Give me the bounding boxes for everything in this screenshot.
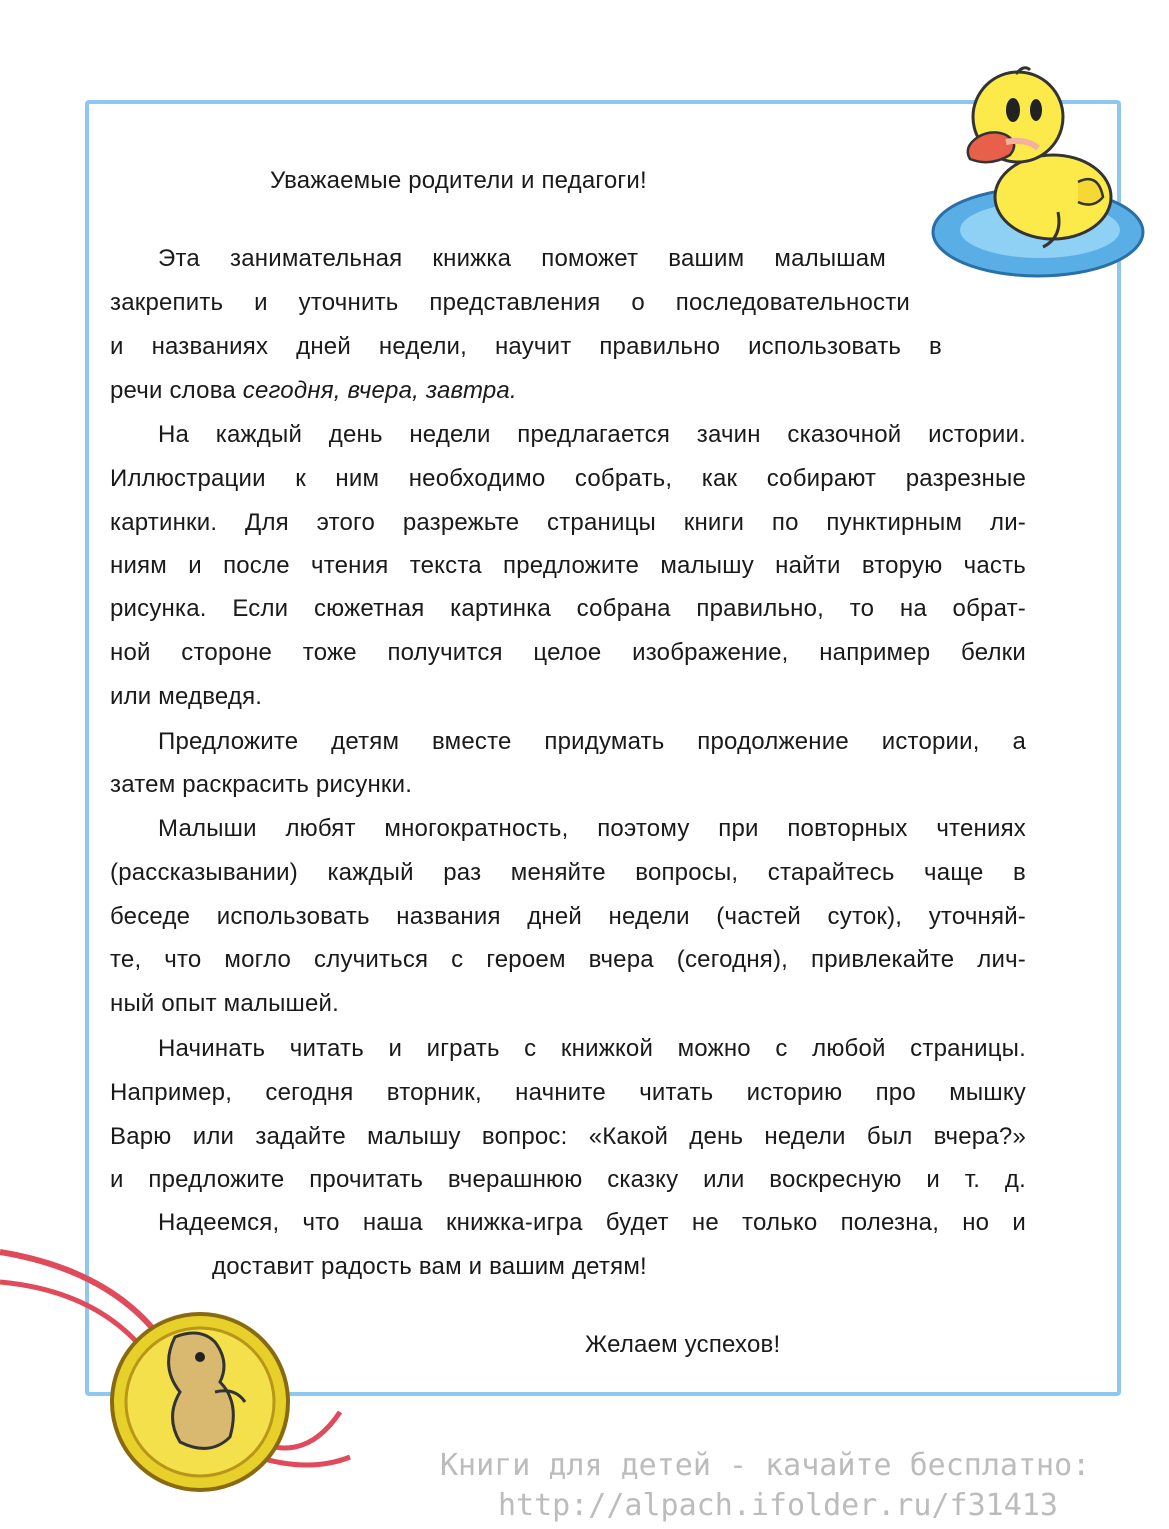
paragraph-2-line-3: картинки. Для этого разрежьте страницы книги по пунктирным ли- [110,509,1026,536]
paragraph-2-line-4: ниям и после чтения текста предложите малышу найти вторую часть [110,552,1026,579]
greeting-heading: Уважаемые родители и педагоги! [270,167,647,194]
duck-illustration [918,62,1148,282]
paragraph-4-line-3: беседе использовать названия дней недели (частей суток), уточняй- [110,903,1026,930]
paragraph-2-line-2: Иллюстрации к ним необходимо собрать, как собирают разрезные [110,465,1026,492]
paragraph-3-line-1: Предложите детям вместе придумать продолжение истории, а [158,728,1026,755]
paragraph-4-line-4: те, что могло случиться с героем вчера (сегодня), привлекайте лич- [110,946,1026,973]
paragraph-1-line-4-text: речи слова [110,377,243,404]
paragraph-3-line-2: затем раскрасить рисунки. [110,771,413,798]
paragraph-2-line-1: На каждый день недели предлагается зачин сказочной истории. [158,421,1026,448]
paragraph-5-line-2: Например, сегодня вторник, начните читать историю про мышку [110,1079,1026,1106]
paragraph-2-line-7: или медведя. [110,683,263,710]
paragraph-6-line-2: доставит радость вам и вашим детям! [212,1253,647,1280]
paragraph-5-line-4: и предложите прочитать вчерашнюю сказку или воскресную и т. д. [110,1166,1026,1193]
paragraph-2-line-6: ной стороне тоже получится целое изображение, например белки [110,639,1026,666]
paragraph-1-line-4 [110,376,517,406]
closing-wish: Желаем успехов! [585,1331,781,1358]
paragraph-1-line-4-italic: сегодня, вчера, завтра. [242,377,517,404]
watermark-line-1: Книги для детей - качайте бесплатно: [440,1448,1091,1483]
paragraph-4-line-1: Малыши любят многократность, поэтому при повторных чтениях [158,815,1026,842]
watermark-url: http://alpach.ifolder.ru/f31413 [498,1488,1058,1523]
paragraph-1-line-2: закрепить и уточнить представления о последовательности [110,289,910,316]
paragraph-1-line-1: Эта занимательная книжка поможет вашим малышам [158,245,886,272]
paragraph-1-line-3: и названиях дней недели, научит правильно использовать в [110,333,942,360]
paragraph-5-line-1: Начинать читать и играть с книжкой можно с любой страницы. [158,1035,1026,1062]
paragraph-6-line-1: Надеемся, что наша книжка-игра будет не только полезна, но и [158,1209,1026,1236]
paragraph-4-line-5: ный опыт малышей. [110,990,340,1017]
paragraph-5-line-3: Варю или задайте малышу вопрос: «Какой день недели был вчера?» [110,1123,1026,1150]
paragraph-2-line-5: рисунка. Если сюжетная картинка собрана правильно, то на обрат- [110,595,1026,622]
paragraph-4-line-2: (рассказывании) каждый раз меняйте вопросы, старайтесь чаще в [110,859,1026,886]
